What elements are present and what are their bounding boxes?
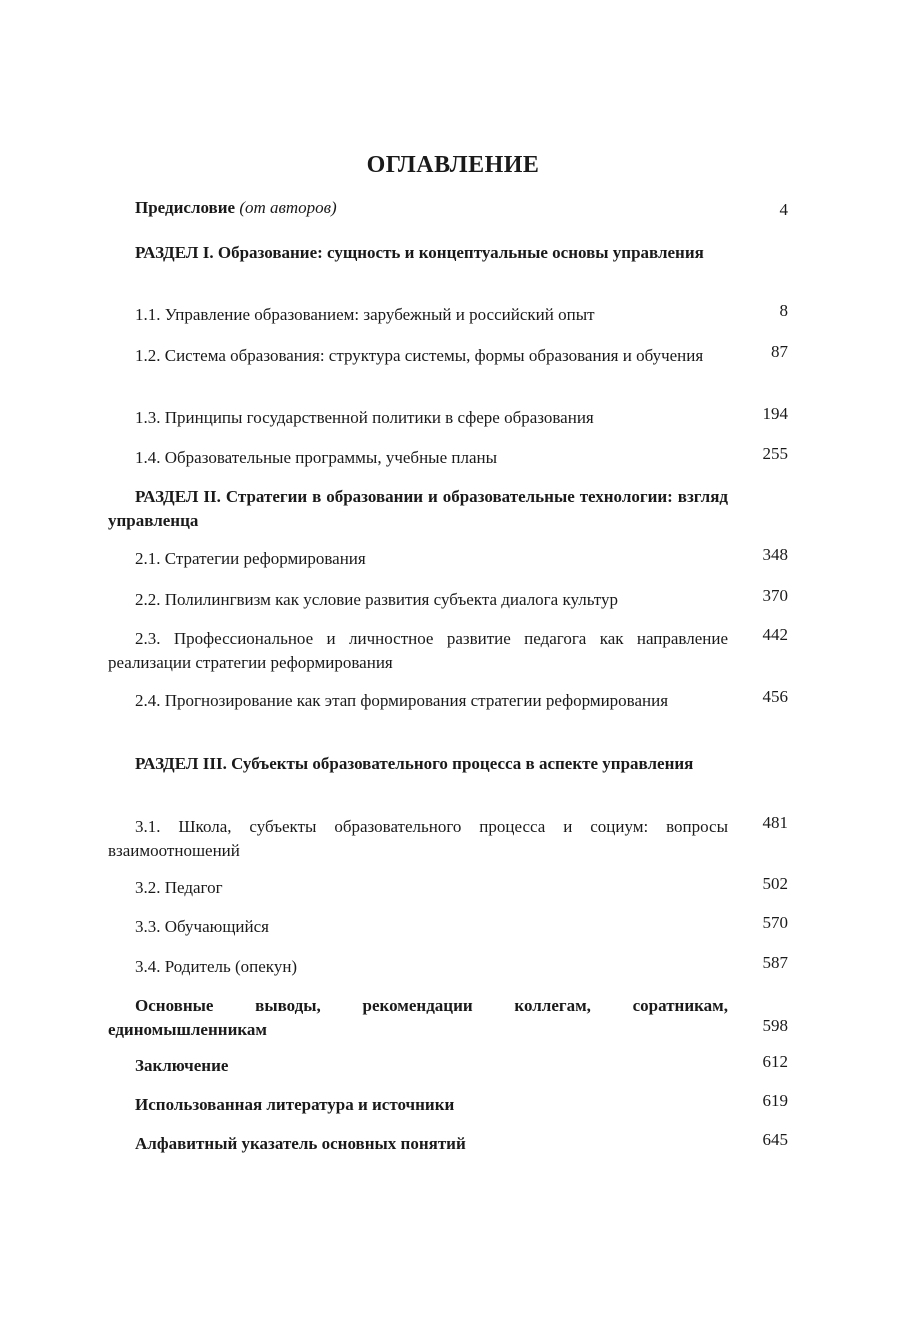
toc-entry-text — [108, 196, 728, 220]
toc-page-number: 612 — [762, 1052, 788, 1071]
toc-entry-text: 3.1. Школа, субъекты образовательного процесса и социум: вопросы взаимоотношений — [108, 817, 728, 860]
toc-page-number: 442 — [762, 625, 788, 644]
toc-entry-text: 3.4. Родитель (опекун) — [135, 957, 298, 976]
toc-entry-text: 2.4. Прогнозирование как этап формирования стратегии реформирования — [135, 691, 669, 710]
toc-section-heading-text: РАЗДЕЛ II. Стратегии в образовании и образовательные технологии: взгляд управленца — [108, 487, 728, 530]
toc-entry-text: 1.3. Принципы государственной политики в сфере образования — [135, 408, 594, 427]
toc-entry-text: 1.1. Управление образованием: зарубежный и российский опыт — [135, 305, 595, 324]
toc-entry-text: Основные выводы, рекомендации коллегам, соратникам, единомышленникам — [108, 996, 728, 1039]
toc-page-number: 87 — [771, 342, 788, 361]
toc-page-number: 570 — [762, 913, 788, 932]
toc-entry-text: Заключение — [135, 1056, 229, 1075]
toc-entry-text: 2.1. Стратегии реформирования — [135, 549, 366, 568]
preface-note: (от авторов) — [239, 198, 337, 217]
toc-page-number: 645 — [762, 1130, 788, 1149]
toc-entry-text: 3.3. Обучающийся — [135, 917, 269, 936]
toc-section-heading-text: РАЗДЕЛ I. Образование: сущность и концептуальные основы управления — [135, 243, 704, 262]
toc-page-number: 4 — [779, 200, 788, 219]
toc-page-number: 456 — [762, 687, 788, 706]
toc-page-number: 587 — [762, 953, 788, 972]
toc-entry-text: 2.3. Профессиональное и личностное развитие педагога как направление реализации стратегии реформирования — [108, 629, 728, 672]
toc-page-number: 8 — [779, 301, 788, 320]
toc-entry-text: 1.2. Система образования: структура системы, формы образования и обучения — [135, 346, 704, 365]
toc-entry-text: 1.4. Образовательные программы, учебные планы — [135, 448, 498, 467]
toc-entry-text: 3.2. Педагог — [135, 878, 223, 897]
preface-label: Предисловие — [135, 198, 236, 217]
toc-page-number: 502 — [762, 874, 788, 893]
toc-page-number: 619 — [762, 1091, 788, 1110]
toc-page-number: 481 — [762, 813, 788, 832]
toc-page-number: 194 — [762, 404, 788, 423]
toc-entry-text: Алфавитный указатель основных понятий — [135, 1134, 466, 1153]
toc-page-number: 370 — [762, 586, 788, 605]
toc-entry-text: 2.2. Полилингвизм как условие развития субъекта диалога культур — [135, 590, 619, 609]
toc-page-number: 255 — [762, 444, 788, 463]
toc-page-number: 348 — [762, 545, 788, 564]
toc-page-number: 598 — [762, 1016, 788, 1035]
toc-entry-text: Использованная литература и источники — [135, 1095, 455, 1114]
page-title: ОГЛАВЛЕНИЕ — [366, 152, 540, 178]
toc-section-heading-text: РАЗДЕЛ III. Субъекты образовательного процесса в аспекте управления — [135, 754, 694, 773]
